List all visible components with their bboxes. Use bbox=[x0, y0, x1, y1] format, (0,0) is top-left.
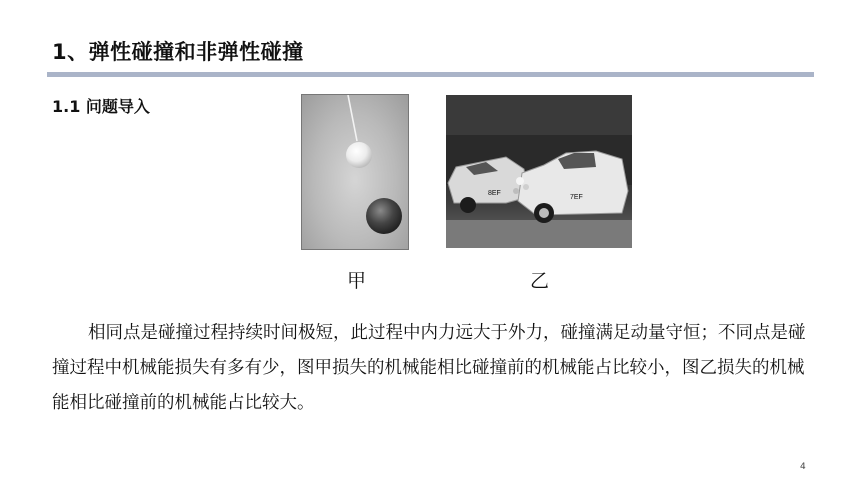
string-line bbox=[348, 95, 357, 141]
pendulum-balls-photo bbox=[301, 94, 409, 250]
figure-caption-a: 甲 bbox=[347, 270, 367, 292]
section-subtitle: 1.1 问题导入 bbox=[52, 97, 150, 116]
page-number: 4 bbox=[800, 462, 806, 472]
dark-ball bbox=[366, 198, 402, 234]
explanation-paragraph: 相同点是碰撞过程持续时间极短，此过程中内力远大于外力，碰撞满足动量守恒；不同点是碰撞过程中机械能损失有多有少，图甲损失的机械能相比碰撞前的机械能占比较小，图乙损失的机械能相比碰撞前的机械能占比较大。 bbox=[52, 323, 806, 413]
car-number-left: 8EF bbox=[488, 190, 501, 197]
figure-caption-b: 乙 bbox=[530, 270, 550, 292]
car-number-right: 7EF bbox=[570, 194, 583, 201]
car-crash-illustration bbox=[446, 95, 632, 248]
slide-title: 1、弹性碰撞和非弹性碰撞 bbox=[52, 40, 304, 64]
light-ball bbox=[346, 142, 372, 168]
pendulum-balls-illustration bbox=[302, 95, 408, 249]
car-crash-photo bbox=[446, 95, 632, 248]
title-underline bbox=[47, 72, 814, 77]
